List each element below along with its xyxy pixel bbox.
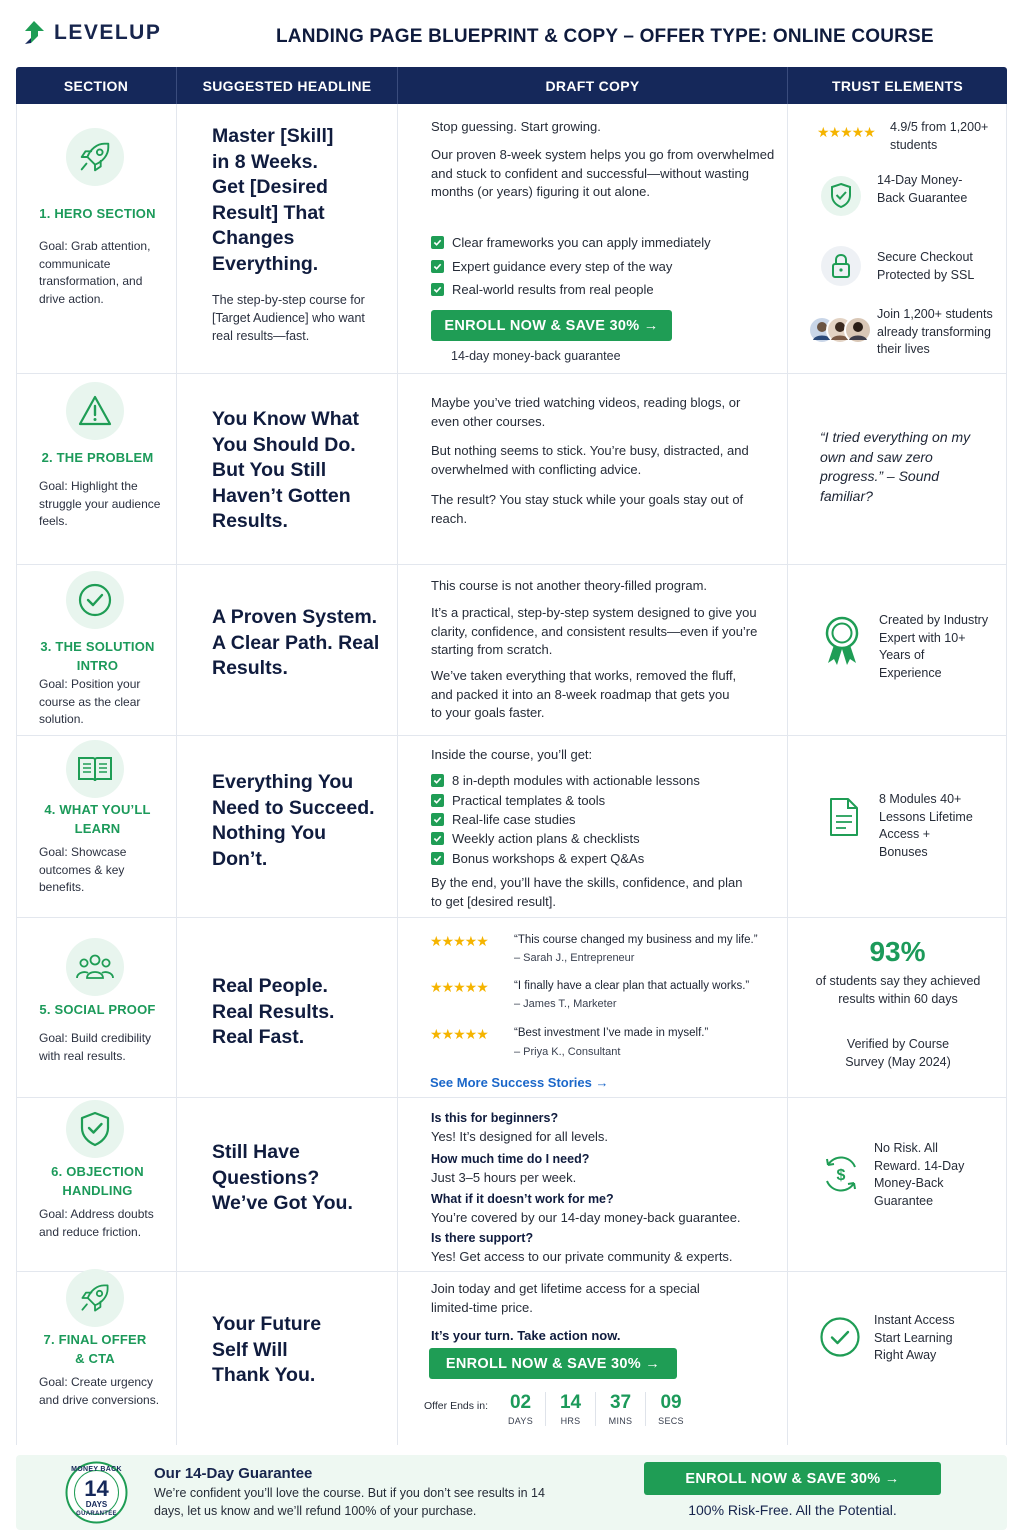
copy-intro: Stop guessing. Start growing.	[431, 119, 601, 134]
rating-stars-icon: ★★★★★	[430, 933, 488, 949]
headline-cell	[177, 565, 398, 735]
column-header-headline: SUGGESTED HEADLINE	[177, 67, 398, 104]
headline-cell	[177, 374, 398, 564]
faq-question: How much time do I need?	[431, 1152, 590, 1166]
warning-icon	[66, 382, 124, 440]
copy-paragraph: Maybe you’ve tried watching videos, reading blogs, or even other courses.	[431, 395, 741, 429]
list-item: Real-world results from real people	[431, 278, 776, 302]
student-avatars-icon	[808, 314, 872, 346]
enroll-button[interactable]: ENROLL NOW & SAVE 30% →	[644, 1462, 941, 1495]
section-goal: Goal: Build credibility with real results.	[39, 1031, 152, 1063]
suggested-headline: Everything You Need to Succeed. Nothing You Don’t.	[212, 771, 375, 870]
seal-number: 14	[84, 1476, 109, 1501]
copy-cell	[398, 1098, 788, 1271]
award-ribbon-icon	[822, 615, 862, 672]
checkbox-icon	[431, 832, 444, 845]
section-goal: Goal: Create urgency and drive conversions.	[39, 1375, 160, 1407]
copy-intro: Inside the course, you’ll get:	[431, 747, 593, 762]
faq-question: Is there support?	[431, 1231, 534, 1245]
document-icon	[828, 796, 860, 843]
subheadline: The step-by-step course for [Target Audience] who want real results—fast.	[212, 293, 365, 343]
headline-cell	[177, 104, 398, 373]
section-goal: Goal: Showcase outcomes & key benefits.	[39, 845, 127, 894]
faq-answer: Yes! It’s designed for all levels.	[431, 1129, 609, 1144]
check-circle-icon	[66, 571, 124, 629]
review-text: “I finally have a clear plan that actually works.”	[514, 980, 750, 992]
list-item: Bonus workshops & expert Q&As	[431, 849, 776, 868]
section-cell	[16, 918, 177, 1097]
guarantee-title: Our 14-Day Guarantee	[154, 1465, 313, 1482]
countdown-hours: 14 HRS	[546, 1392, 596, 1426]
brand-logo[interactable]	[22, 20, 161, 46]
trust-cell	[788, 104, 1007, 373]
list-item: Practical templates & tools	[431, 790, 776, 809]
guarantee-banner	[16, 1455, 1007, 1530]
svg-text:$: $	[836, 1167, 846, 1184]
section-name: 1. HERO SECTION	[39, 206, 156, 221]
section-cell	[16, 1098, 177, 1271]
list-item: Real-life case studies	[431, 810, 776, 829]
headline-cell	[177, 736, 398, 917]
section-cell	[16, 104, 177, 373]
copy-cell	[398, 374, 788, 564]
guarantee-text: 14-Day Money-Back Guarantee	[877, 173, 968, 205]
copy-paragraph: We’ve taken everything that works, removed the fluff, and packed it into an 8-week roadmap that gets you to your goals faster.	[431, 668, 737, 720]
expert-text: Created by Industry Expert with 10+ Years of Experience	[879, 613, 989, 680]
section-goal: Goal: Address doubts and reduce friction.	[39, 1207, 154, 1239]
section-cell	[16, 1272, 177, 1445]
section-cell	[16, 374, 177, 564]
checkbox-icon	[431, 283, 444, 296]
checkbox-icon	[431, 852, 444, 865]
brand-name: LEVELUP	[54, 21, 162, 44]
faq-answer: Yes! Get access to our private community & experts.	[431, 1249, 733, 1264]
copy-cell	[398, 736, 788, 917]
review-author: – James T., Marketer	[514, 998, 617, 1010]
trust-cell	[788, 1272, 1007, 1445]
stat-caption: of students say they achieved results within 60 days	[815, 974, 981, 1006]
table-header	[16, 67, 1007, 104]
suggested-headline: Still Have Questions? We’ve Got You.	[212, 1141, 353, 1214]
countdown-timer	[424, 1392, 696, 1426]
copy-paragraph: But nothing seems to stick. You’re busy, distracted, and overwhelmed with conflicting advice.	[431, 443, 749, 477]
faq-question: What if it doesn’t work for me?	[431, 1192, 614, 1206]
course-contents-text: 8 Modules 40+ Lessons Lifetime Access + Bonuses	[879, 792, 973, 859]
list-item: Clear frameworks you can apply immediately	[431, 231, 776, 255]
rocket-icon	[66, 128, 124, 186]
copy-cell	[398, 565, 788, 735]
cta-note: 14-day money-back guarantee	[451, 349, 621, 363]
faq-question: Is this for beginners?	[431, 1111, 559, 1125]
faq-answer: You’re covered by our 14-day money-back guarantee.	[431, 1210, 741, 1225]
copy-paragraph: This course is not another theory-filled program.	[431, 578, 708, 593]
money-back-icon	[820, 1153, 862, 1200]
table-row-final-offer	[16, 1272, 1007, 1445]
countdown-minutes: 37 MINS	[596, 1392, 646, 1426]
column-header-trust: TRUST ELEMENTS	[832, 77, 963, 94]
section-name: 6. OBJECTION HANDLING	[51, 1164, 144, 1198]
copy-body: Our proven 8-week system helps you go from overwhelmed and stuck to confident and successful—without wasting months (or years) figuring it out alone.	[431, 147, 775, 199]
seal-label-bottom: GUARANTEE	[76, 1511, 117, 1517]
copy-outro: By the end, you’ll have the skills, confidence, and plan to get [desired result].	[431, 875, 743, 909]
suggested-headline: Master [Skill] in 8 Weeks. Get [Desired Result] That Changes Everything.	[212, 125, 334, 275]
rating-text: 4.9/5 from 1,200+ students	[890, 120, 989, 152]
risk-free-text: No Risk. All Reward. 14-Day Money-Back Guarantee	[874, 1141, 965, 1208]
copy-paragraph: Join today and get lifetime access for a special limited-time price.	[431, 1281, 700, 1315]
arrow-up-icon	[22, 20, 46, 46]
money-back-seal-icon	[64, 1460, 129, 1525]
section-name: 7. FINAL OFFER & CTA	[43, 1332, 147, 1366]
checkbox-icon	[431, 774, 444, 787]
success-stories-link[interactable]: See More Success Stories →	[430, 1075, 609, 1090]
page-title: LANDING PAGE BLUEPRINT & COPY – OFFER TYPE: ONLINE COURSE	[276, 26, 934, 47]
headline-cell	[177, 918, 398, 1097]
headline-cell	[177, 1098, 398, 1271]
shield-check-icon	[820, 174, 862, 223]
section-goal: Goal: Highlight the struggle your audience feels.	[39, 479, 161, 528]
section-cell	[16, 565, 177, 735]
community-text: Join 1,200+ students already transforming their lives	[877, 307, 993, 356]
list-item: Weekly action plans & checklists	[431, 829, 776, 848]
rating-stars-icon: ★★★★★	[430, 1026, 488, 1042]
section-cell	[16, 736, 177, 917]
review-author: – Priya K., Consultant	[514, 1046, 621, 1058]
section-name: 3. THE SOLUTION INTRO	[40, 639, 155, 673]
risk-free-tagline: 100% Risk-Free. All the Potential.	[688, 1502, 897, 1518]
trust-cell	[788, 736, 1007, 917]
suggested-headline: You Know What You Should Do. But You Still Haven’t Gotten Results.	[212, 408, 359, 532]
page-header	[0, 0, 1024, 66]
review-text: “Best investment I’ve made in myself.”	[514, 1027, 709, 1039]
pain-quote: “I tried everything on my own and saw zero progress.” – Sound familiar?	[820, 429, 971, 504]
countdown-label: Offer Ends in:	[424, 1400, 489, 1412]
rating-stars-icon: ★★★★★	[430, 979, 488, 995]
section-name: 4. WHAT YOU’LL LEARN	[44, 802, 151, 836]
copy-paragraph: The result? You stay stuck while your goals stay out of reach.	[431, 492, 744, 526]
shield-check-icon	[66, 1100, 124, 1158]
benefit-list	[431, 231, 776, 302]
seal-label-top: MONEY BACK	[71, 1466, 122, 1473]
rocket-icon	[66, 1269, 124, 1327]
section-name: 2. THE PROBLEM	[41, 450, 154, 465]
section-name: 5. SOCIAL PROOF	[39, 1002, 156, 1017]
trust-cell	[788, 1098, 1007, 1271]
table-row-social-proof	[16, 918, 1007, 1098]
checkbox-icon	[431, 236, 444, 249]
suggested-headline: A Proven System. A Clear Path. Real Results.	[212, 606, 380, 679]
suggested-headline: Your Future Self Will Thank You.	[212, 1313, 322, 1386]
book-icon	[66, 740, 124, 798]
checkbox-icon	[431, 794, 444, 807]
enroll-button[interactable]: ENROLL NOW & SAVE 30% →	[429, 1348, 677, 1379]
table-row-learn	[16, 736, 1007, 918]
guarantee-text: We’re confident you’ll love the course. But if you don’t see results in 14 days, let us know and we’ll refund 100% of your purchase.	[154, 1486, 545, 1518]
section-goal: Goal: Grab attention, communicate transformation, and drive action.	[39, 239, 151, 306]
verified-text: Verified by Course Survey (May 2024)	[845, 1037, 951, 1069]
rating-stars-icon: ★★★★★	[817, 124, 875, 140]
copy-cell	[398, 104, 788, 373]
copy-cell	[398, 1272, 788, 1445]
faq-answer: Just 3–5 hours per week.	[431, 1170, 577, 1185]
copy-paragraph: It’s a practical, step-by-step system designed to give you clarity, confidence, and consistent results—even if you’re starting from scratch.	[431, 605, 758, 657]
people-icon	[66, 938, 124, 996]
checkbox-icon	[431, 260, 444, 273]
seal-days: DAYS	[85, 1500, 108, 1509]
copy-cell	[398, 918, 788, 1097]
list-item: 8 in-depth modules with actionable lessons	[431, 771, 776, 790]
section-goal: Goal: Position your course as the clear solution.	[39, 677, 141, 726]
list-item: Expert guidance every step of the way	[431, 255, 776, 279]
review-author: – Sarah J., Entrepreneur	[514, 952, 635, 964]
trust-cell	[788, 565, 1007, 735]
review-text: “This course changed my business and my life.”	[514, 934, 758, 946]
countdown-seconds: 09 SECS	[658, 1392, 684, 1426]
countdown-days: 02 DAYS	[496, 1392, 546, 1426]
table-row-solution	[16, 565, 1007, 736]
enroll-button[interactable]: ENROLL NOW & SAVE 30% →	[431, 310, 672, 341]
instant-access-text: Instant Access Start Learning Right Away	[874, 1313, 955, 1362]
check-circle-icon	[819, 1316, 861, 1363]
success-stat: 93%	[869, 936, 926, 967]
table-row-objections	[16, 1098, 1007, 1272]
copy-call-to-action: It’s your turn. Take action now.	[431, 1328, 621, 1343]
column-header-section: SECTION	[16, 67, 177, 104]
suggested-headline: Real People. Real Results. Real Fast.	[212, 975, 335, 1048]
trust-cell	[788, 374, 1007, 564]
trust-cell	[788, 918, 1007, 1097]
headline-cell	[177, 1272, 398, 1445]
module-list	[431, 771, 776, 868]
column-header-copy: DRAFT COPY	[398, 67, 788, 104]
table-row-problem	[16, 374, 1007, 565]
lock-icon	[820, 244, 862, 293]
secure-checkout-text: Secure Checkout Protected by SSL	[877, 250, 975, 282]
table-row-hero	[16, 104, 1007, 374]
checkbox-icon	[431, 813, 444, 826]
